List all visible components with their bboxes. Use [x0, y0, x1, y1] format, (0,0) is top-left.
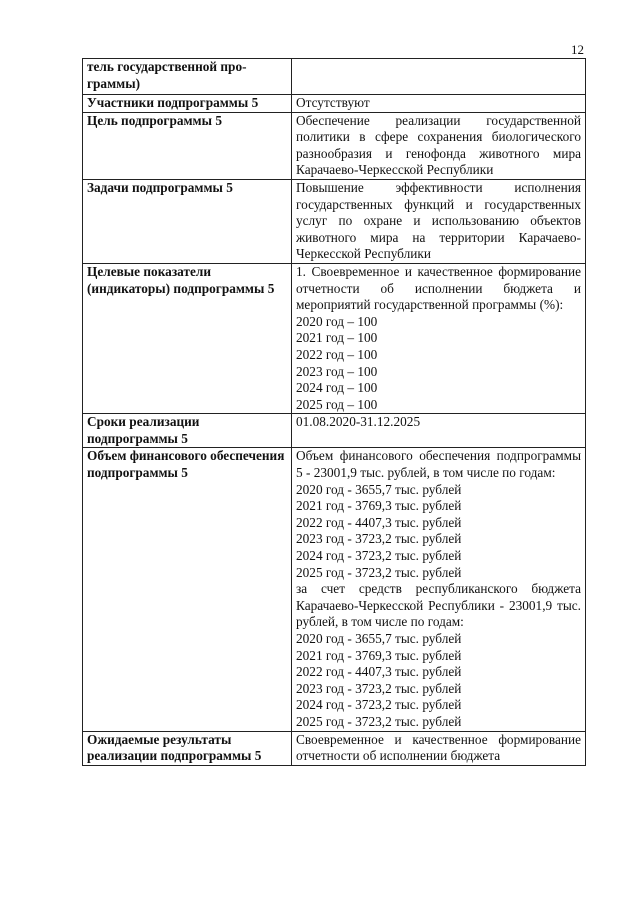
indicator-year-value: 2020 год – 100: [296, 313, 378, 329]
row-label: Сроки реализации подпрограммы 5: [83, 414, 292, 448]
indicator-intro: 1. Своевременное и качественное формирование отчетности об исполнении бюджета и мероприятий государственной программы (%):: [296, 263, 581, 313]
table-row: [83, 112, 586, 179]
funding-source-year-value: 2022 год - 4407,3 тыс. рублей: [296, 664, 462, 680]
indicator-year-value: 2023 год – 100: [296, 363, 378, 379]
funding-year-value: 2025 год - 3723,2 тыс. рублей: [296, 564, 462, 580]
row-value: Отсутствуют: [292, 95, 586, 113]
row-label: тель государственной про- граммы): [83, 59, 292, 95]
funding-source-year-value: 2023 год - 3723,2 тыс. рублей: [296, 680, 462, 696]
funding-year-value: 2020 год - 3655,7 тыс. рублей: [296, 481, 462, 497]
funding-year-value: 2022 год - 4407,3 тыс. рублей: [296, 514, 462, 530]
table-row: [83, 731, 586, 765]
funding-intro: Объем финансового обеспечения подпрограммы 5 - 23001,9 тыс. рублей, в том числе по годам:: [296, 448, 581, 481]
table-row: [83, 59, 586, 95]
table-row: [83, 414, 586, 448]
table-row: [83, 179, 586, 263]
indicator-year-value: 2021 год – 100: [296, 330, 378, 346]
row-label: Ожидаемые результаты реализации подпрограммы 5: [83, 731, 292, 765]
indicator-year-value: 2022 год – 100: [296, 346, 378, 362]
funding-source-intro: за счет средств республиканского бюджета Карачаево-Черкесской Республики - 23001,9 тыс. рублей, в том числе по годам:: [296, 581, 581, 630]
row-label: Целевые показатели (индикаторы) подпрограммы 5: [83, 263, 292, 413]
row-label: Объем финансового обеспечения подпрограммы 5: [83, 448, 292, 731]
row-value: Обеспечение реализации государственной политики в сфере сохранения биологического разнообразия и генофонда животного мира Карачаево-Черкесской Республики: [292, 112, 586, 179]
funding-year-value: 2023 год - 3723,2 тыс. рублей: [296, 531, 462, 547]
funding-source-year-value: 2020 год - 3655,7 тыс. рублей: [296, 631, 462, 646]
row-value: [292, 59, 586, 95]
indicator-year-value: 2025 год – 100: [296, 396, 378, 412]
funding-source-year-value: 2021 год - 3769,3 тыс. рублей: [296, 647, 462, 663]
funding-year-value: 2024 год - 3723,2 тыс. рублей: [296, 548, 462, 564]
row-label: Участники подпрограммы 5: [83, 95, 292, 113]
row-value: 01.08.2020-31.12.2025: [292, 414, 586, 448]
row-value: [292, 448, 586, 731]
row-value: Своевременное и качественное формирование отчетности об исполнении бюджета: [292, 731, 586, 765]
funding-source-year-value: 2025 год - 3723,2 тыс. рублей: [296, 713, 462, 729]
row-value: Повышение эффективности исполнения государственных функций и государственных услуг по охране и использованию объектов животного мира на территории Карачаево-Черкесской Республики: [292, 179, 586, 263]
indicator-year-value: 2024 год – 100: [296, 380, 378, 396]
table-row: [83, 263, 586, 413]
subprogram-passport-table: [82, 58, 586, 766]
row-label: Цель подпрограммы 5: [83, 112, 292, 179]
table-row: [83, 448, 586, 731]
funding-year-value: 2021 год - 3769,3 тыс. рублей: [296, 498, 462, 514]
page-number: 12: [571, 42, 584, 57]
funding-source-year-value: 2024 год - 3723,2 тыс. рублей: [296, 697, 462, 713]
row-value: [292, 263, 586, 413]
row-label: Задачи подпрограммы 5: [83, 179, 292, 263]
table-row: [83, 95, 586, 113]
